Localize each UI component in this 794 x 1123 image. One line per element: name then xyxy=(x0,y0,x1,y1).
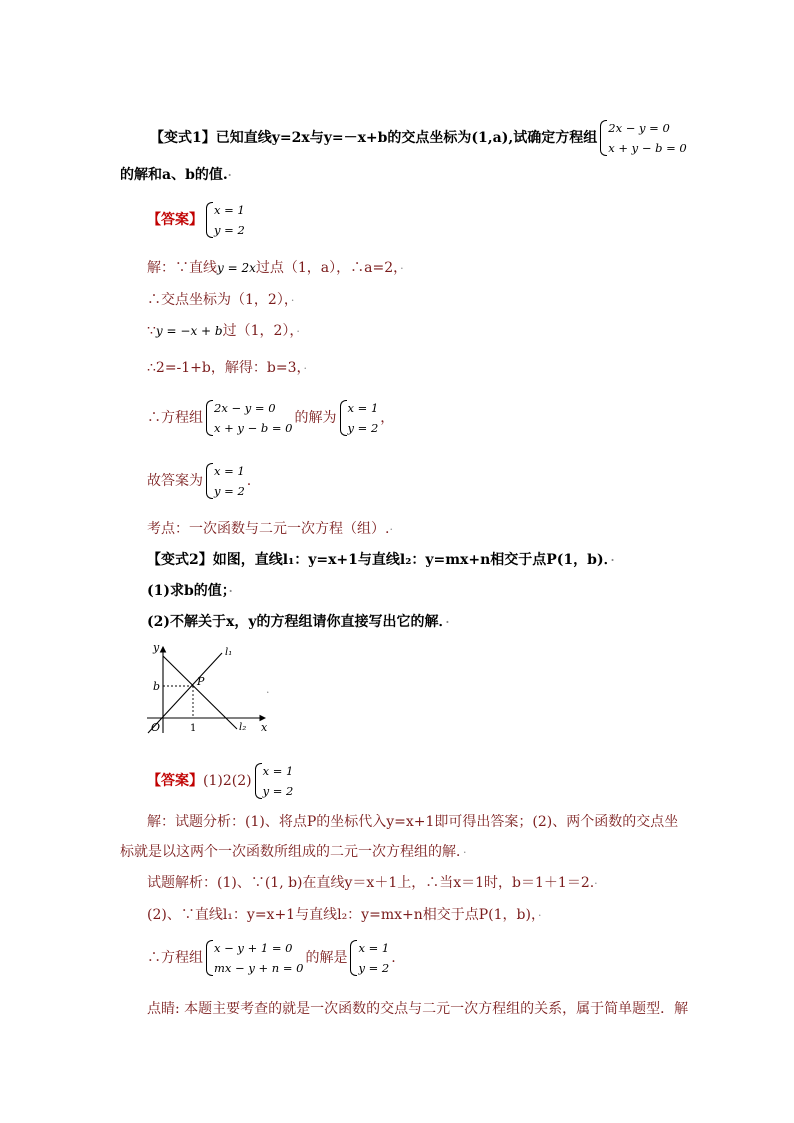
solution1-step4: ∴2=-1+b，解得：b=3，· xyxy=(147,360,307,376)
lines-intersection-figure xyxy=(145,637,275,737)
answer2-label: 【答案】 xyxy=(147,773,203,789)
solution2-analysis-line1: 解：试题分析：(1)、将点P的坐标代入y=x+1即可得出答案；(2)、两个函数的交点坐 xyxy=(147,814,679,830)
solution1-step3: ∵y = −x + b过（1，2），· xyxy=(147,323,300,339)
solution1-step1: 解：∵直线y = 2x过点（1，a），∴a=2，· xyxy=(147,260,404,276)
question-equation-system: 2x − y = 0 x + y − b = 0 xyxy=(599,118,687,158)
answer2-row: 【答案】(1)2(2) x = 1 y = 2 xyxy=(147,761,295,801)
variant1-question-line2: 的解和a、b的值.· xyxy=(120,167,232,183)
figure-mark: · xyxy=(266,686,270,699)
label-origin: O xyxy=(151,721,161,734)
variant2-part2: (2)不解关于x，y的方程组请你直接写出它的解．· xyxy=(147,614,450,630)
answer1-label: 【答案】 xyxy=(147,212,203,228)
variant2-part1: (1)求b的值；· xyxy=(147,583,233,599)
label-p: P xyxy=(197,675,205,688)
solution2-detail-line2: (2)、∵直线l₁：y=x+1与直线l₂：y=mx+n相交于点P(1，b)，· xyxy=(147,907,542,923)
label-y: y xyxy=(153,641,160,654)
solution2-comment: 点睛: 本题主要考查的就是一次函数的交点与二元一次方程组的关系，属于简单题型．解 xyxy=(147,1001,689,1017)
label-x: x xyxy=(261,721,268,734)
label-b: b xyxy=(153,680,161,693)
label-l1: l₁ xyxy=(225,647,233,658)
variant2-question: 【变式2】如图，直线l₁：y=x+1与直线l₂：y=mx+n相交于点P(1，b)．· xyxy=(147,552,615,568)
solution2-detail-line3: ∴方程组 x − y + 1 = 0 mx − y + n = 0 的解是 x = 1 y = 2 . xyxy=(147,938,396,978)
answer1-system: x = 1 y = 2 xyxy=(205,200,245,240)
solution2-analysis-line2: 标就是以这两个一次函数所组成的二元一次方程组的解．· xyxy=(120,844,467,860)
solution1-step6: 故答案为 x = 1 y = 2 . xyxy=(147,461,251,501)
solution1-topic: 考点：一次函数与二元一次方程（组）.· xyxy=(147,521,393,537)
variant1-tag: 【变式1】 xyxy=(150,130,216,146)
solution1-step5: ∴方程组 2x − y = 0 x + y − b = 0 的解为 x = 1 y = 2 ， xyxy=(147,398,394,438)
answer1-row xyxy=(147,200,247,240)
label-one: 1 xyxy=(190,723,197,734)
variant2-tag: 【变式2】 xyxy=(147,552,213,568)
label-l2: l₂ xyxy=(239,722,247,733)
solution1-step2: ∴交点坐标为（1，2），· xyxy=(147,292,295,308)
solution2-detail-line1: 试题解析：(1)、∵(1, b)在直线y＝x＋1上，∴当x＝1时，b＝1＋1＝2.· xyxy=(147,875,598,891)
answer2-system: x = 1 y = 2 xyxy=(254,761,294,801)
variant1-question-line1: 【变式1】已知直线y=2x与y=－x+b的交点坐标为(1,a),试确定方程组 2x − y = 0 x + y − b = 0 xyxy=(150,118,689,158)
